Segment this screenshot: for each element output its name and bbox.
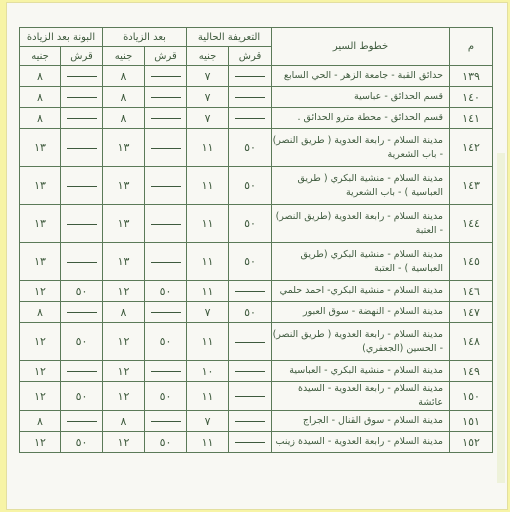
- cell-bonus-pound: ١٣: [20, 167, 61, 205]
- cell-bonus-qirsh: [61, 66, 103, 87]
- empty-dash: [151, 262, 181, 263]
- cell-bonus-qirsh: [61, 361, 103, 382]
- cell-bonus-qirsh: [61, 302, 103, 323]
- cell-bonus-pound: ٨: [20, 411, 61, 432]
- cell-current-pound: ١١: [187, 205, 229, 243]
- empty-dash: [235, 97, 265, 98]
- cell-current-pound: ١٠: [187, 361, 229, 382]
- cell-route-line: مدينة السلام - رابعة العدوية ( طريق النصر) - الحسين (الجعفري): [272, 323, 450, 361]
- cell-bonus-pound: ١٣: [20, 129, 61, 167]
- cell-row-number: ١٥١: [450, 411, 493, 432]
- empty-dash: [67, 148, 97, 149]
- cell-bonus-pound: ٨: [20, 66, 61, 87]
- empty-dash: [235, 421, 265, 422]
- cell-increase-qirsh: ٥٠: [145, 432, 187, 453]
- cell-bonus-pound: ٨: [20, 302, 61, 323]
- cell-bonus-qirsh: [61, 167, 103, 205]
- cell-route-line: قسم الحدائق - محطة مترو الحدائق .: [272, 108, 450, 129]
- empty-dash: [151, 118, 181, 119]
- col-header-current-pound: جنيه: [187, 47, 229, 66]
- cell-increase-pound: ١٣: [103, 205, 145, 243]
- cell-increase-pound: ٨: [103, 108, 145, 129]
- cell-bonus-pound: ١٢: [20, 382, 61, 411]
- table-row: [20, 382, 493, 411]
- empty-dash: [151, 224, 181, 225]
- cell-route-line: مدينة السلام - سوق القنال - الجراج: [272, 411, 450, 432]
- empty-dash: [235, 371, 265, 372]
- empty-dash: [235, 442, 265, 443]
- cell-increase-pound: ٨: [103, 411, 145, 432]
- cell-current-pound: ٧: [187, 66, 229, 87]
- cell-increase-pound: ٨: [103, 87, 145, 108]
- cell-row-number: ١٤١: [450, 108, 493, 129]
- empty-dash: [235, 342, 265, 343]
- empty-dash: [235, 396, 265, 397]
- cell-row-number: ١٤٣: [450, 167, 493, 205]
- cell-bonus-pound: ١٢: [20, 432, 61, 453]
- cell-current-qirsh: [229, 382, 272, 411]
- cell-increase-qirsh: [145, 205, 187, 243]
- empty-dash: [67, 224, 97, 225]
- margin-strip: [497, 153, 505, 483]
- empty-dash: [151, 148, 181, 149]
- table-row: [20, 205, 493, 243]
- cell-route-line: مدينة السلام - منشية البكري - العباسية: [272, 361, 450, 382]
- cell-row-number: ١٥٠: [450, 382, 493, 411]
- col-header-current-qirsh: قرش: [229, 47, 272, 66]
- cell-increase-pound: ١٢: [103, 382, 145, 411]
- cell-current-qirsh: ٥٠: [229, 302, 272, 323]
- cell-current-pound: ٧: [187, 302, 229, 323]
- cell-current-pound: ١١: [187, 167, 229, 205]
- cell-current-pound: ١١: [187, 382, 229, 411]
- col-header-bonus-qirsh: قرش: [61, 47, 103, 66]
- table-row: [20, 108, 493, 129]
- cell-row-number: ١٣٩: [450, 66, 493, 87]
- cell-increase-qirsh: [145, 411, 187, 432]
- empty-dash: [151, 186, 181, 187]
- table-row: [20, 411, 493, 432]
- table-row: [20, 66, 493, 87]
- empty-dash: [67, 421, 97, 422]
- empty-dash: [235, 118, 265, 119]
- empty-dash: [67, 97, 97, 98]
- col-header-after-increase: بعد الزيادة: [103, 28, 187, 47]
- document-page: [6, 2, 508, 510]
- cell-row-number: ١٤٥: [450, 243, 493, 281]
- empty-dash: [67, 262, 97, 263]
- cell-increase-qirsh: ٥٠: [145, 382, 187, 411]
- cell-route-line: مدينة السلام - رابعة العدوية - السيدة عائشة: [272, 382, 450, 411]
- cell-bonus-pound: ١٢: [20, 323, 61, 361]
- cell-bonus-qirsh: ٥٠: [61, 432, 103, 453]
- cell-increase-qirsh: [145, 108, 187, 129]
- cell-bonus-pound: ١٢: [20, 281, 61, 302]
- cell-increase-qirsh: [145, 129, 187, 167]
- cell-route-line: قسم الحدائق - عباسية: [272, 87, 450, 108]
- col-header-current-tariff: التعريفة الحالية: [187, 28, 272, 47]
- cell-increase-pound: ٨: [103, 302, 145, 323]
- cell-bonus-pound: ١٣: [20, 205, 61, 243]
- cell-increase-pound: ١٣: [103, 243, 145, 281]
- fare-table-body: [20, 66, 493, 453]
- cell-row-number: ١٤٨: [450, 323, 493, 361]
- cell-increase-qirsh: [145, 302, 187, 323]
- cell-increase-qirsh: [145, 361, 187, 382]
- cell-row-number: ١٤٤: [450, 205, 493, 243]
- cell-increase-qirsh: [145, 243, 187, 281]
- cell-row-number: ١٤٦: [450, 281, 493, 302]
- cell-increase-pound: ١٢: [103, 281, 145, 302]
- col-header-bonus-pound: جنيه: [20, 47, 61, 66]
- cell-current-qirsh: [229, 87, 272, 108]
- empty-dash: [67, 371, 97, 372]
- cell-bonus-qirsh: [61, 108, 103, 129]
- empty-dash: [67, 118, 97, 119]
- cell-increase-qirsh: ٥٠: [145, 323, 187, 361]
- cell-increase-pound: ١٢: [103, 361, 145, 382]
- cell-current-qirsh: [229, 281, 272, 302]
- fare-table: [19, 27, 493, 453]
- cell-route-line: مدينة السلام - منشية البكري- احمد حلمي: [272, 281, 450, 302]
- empty-dash: [67, 312, 97, 313]
- cell-current-qirsh: ٥٠: [229, 129, 272, 167]
- cell-current-pound: ٧: [187, 87, 229, 108]
- cell-increase-qirsh: ٥٠: [145, 281, 187, 302]
- cell-current-pound: ١١: [187, 281, 229, 302]
- cell-route-line: مدينة السلام - رابعة العدوية (طريق النصر) - العتبة: [272, 205, 450, 243]
- cell-increase-pound: ١٢: [103, 432, 145, 453]
- col-header-increase-pound: جنيه: [103, 47, 145, 66]
- cell-route-line: مدينة السلام - منشية البكري ( طريق العباسية ) - باب الشعرية: [272, 167, 450, 205]
- table-row: [20, 243, 493, 281]
- cell-increase-qirsh: [145, 66, 187, 87]
- cell-current-qirsh: [229, 361, 272, 382]
- cell-bonus-qirsh: [61, 205, 103, 243]
- cell-increase-pound: ١٣: [103, 129, 145, 167]
- cell-row-number: ١٤٢: [450, 129, 493, 167]
- cell-current-qirsh: [229, 323, 272, 361]
- empty-dash: [235, 76, 265, 77]
- table-row: [20, 281, 493, 302]
- empty-dash: [67, 186, 97, 187]
- cell-increase-pound: ١٢: [103, 323, 145, 361]
- cell-bonus-qirsh: [61, 411, 103, 432]
- cell-route-line: مدينة السلام - النهضة - سوق العبور: [272, 302, 450, 323]
- cell-bonus-qirsh: ٥٠: [61, 281, 103, 302]
- cell-bonus-pound: ١٢: [20, 361, 61, 382]
- cell-increase-pound: ١٣: [103, 167, 145, 205]
- cell-current-pound: ٧: [187, 108, 229, 129]
- empty-dash: [67, 76, 97, 77]
- table-row: [20, 167, 493, 205]
- cell-row-number: ١٥٢: [450, 432, 493, 453]
- table-row: [20, 87, 493, 108]
- cell-current-pound: ١١: [187, 243, 229, 281]
- empty-dash: [235, 291, 265, 292]
- cell-bonus-pound: ١٣: [20, 243, 61, 281]
- cell-row-number: ١٤٧: [450, 302, 493, 323]
- cell-bonus-pound: ٨: [20, 87, 61, 108]
- cell-current-pound: ٧: [187, 411, 229, 432]
- cell-bonus-qirsh: ٥٠: [61, 382, 103, 411]
- cell-bonus-qirsh: [61, 243, 103, 281]
- cell-current-qirsh: [229, 66, 272, 87]
- empty-dash: [151, 312, 181, 313]
- cell-current-pound: ١١: [187, 323, 229, 361]
- cell-increase-pound: ٨: [103, 66, 145, 87]
- cell-current-qirsh: [229, 432, 272, 453]
- table-row: [20, 432, 493, 453]
- col-header-increase-qirsh: قرش: [145, 47, 187, 66]
- table-row: [20, 323, 493, 361]
- cell-route-line: مدينة السلام - منشية البكري (طريق العباسية ) - العتبة: [272, 243, 450, 281]
- cell-row-number: ١٤٠: [450, 87, 493, 108]
- col-header-lines: خطوط السير: [272, 28, 450, 66]
- cell-bonus-qirsh: [61, 87, 103, 108]
- cell-route-line: مدينة السلام - رابعة العدوية - السيدة زينب: [272, 432, 450, 453]
- table-row: [20, 129, 493, 167]
- cell-increase-qirsh: [145, 167, 187, 205]
- cell-current-qirsh: ٥٠: [229, 205, 272, 243]
- cell-route-line: مدينة السلام - رابعة العدوية ( طريق النصر) - باب الشعرية: [272, 129, 450, 167]
- cell-bonus-qirsh: ٥٠: [61, 323, 103, 361]
- empty-dash: [151, 371, 181, 372]
- empty-dash: [151, 97, 181, 98]
- cell-increase-qirsh: [145, 87, 187, 108]
- cell-route-line: حدائق القبة - جامعة الزهر - الحي السابع: [272, 66, 450, 87]
- table-row: [20, 302, 493, 323]
- cell-current-qirsh: [229, 108, 272, 129]
- cell-bonus-pound: ٨: [20, 108, 61, 129]
- cell-current-pound: ١١: [187, 432, 229, 453]
- cell-row-number: ١٤٩: [450, 361, 493, 382]
- col-header-bonus-after-increase: البونة بعد الزيادة: [20, 28, 103, 47]
- col-header-m: م: [450, 28, 493, 66]
- empty-dash: [151, 76, 181, 77]
- cell-bonus-qirsh: [61, 129, 103, 167]
- cell-current-qirsh: [229, 411, 272, 432]
- cell-current-pound: ١١: [187, 129, 229, 167]
- empty-dash: [151, 421, 181, 422]
- cell-current-qirsh: ٥٠: [229, 167, 272, 205]
- table-row: [20, 361, 493, 382]
- cell-current-qirsh: ٥٠: [229, 243, 272, 281]
